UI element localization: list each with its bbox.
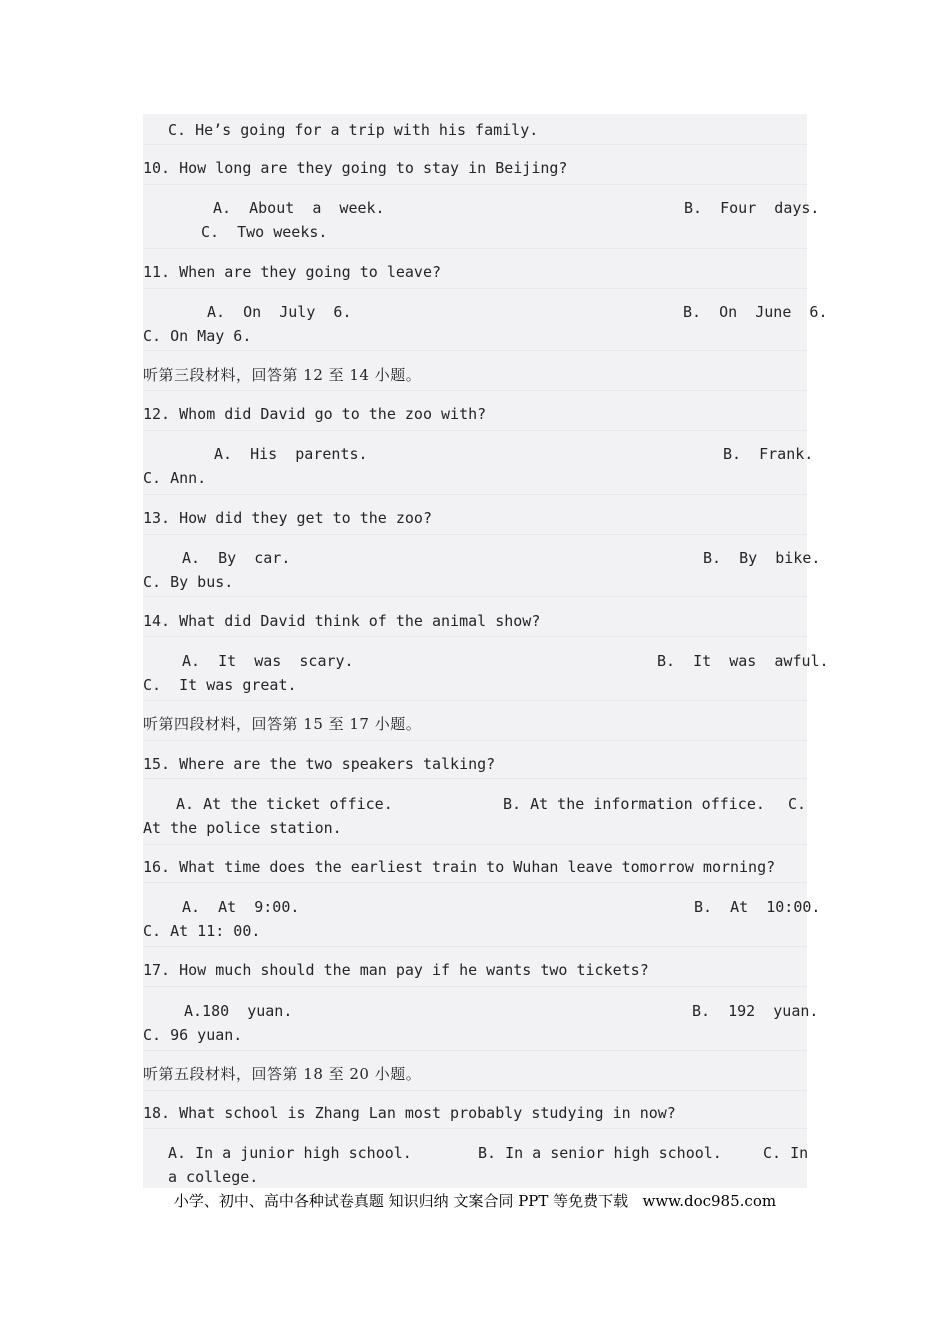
q10-option-b: B. Four days. [684,199,820,217]
question-17: 17. How much should the man pay if he wants two tickets? [143,961,649,979]
q15-option-b: B. At the information office. [503,795,765,813]
divider [143,700,807,701]
question-12: 12. Whom did David go to the zoo with? [143,405,487,423]
q13-option-b: B. By bike. [703,549,821,567]
q10-option-a: A. About a week. [213,199,385,217]
divider [143,430,807,431]
q16-option-a: A. At 9:00. [182,898,300,916]
q11-option-c: C. On May 6. [143,327,252,345]
question-15: 15. Where are the two speakers talking? [143,755,496,773]
question-14: 14. What did David think of the animal show? [143,612,541,630]
divider [143,636,807,637]
section-4-heading: 听第四段材料，回答第 15 至 17 小题。 [143,715,422,733]
q18-option-c-label: C. In [763,1144,809,1162]
q15-option-a: A. At the ticket office. [176,795,393,813]
divider [143,184,807,185]
divider [143,144,807,145]
q14-option-a: A. It was scary. [182,652,354,670]
question-16: 16. What time does the earliest train to Wuhan leave tomorrow morning? [143,858,776,876]
section-3-heading: 听第三段材料，回答第 12 至 14 小题。 [143,366,422,384]
q14-option-b: B. It was awful. [657,652,829,670]
question-13: 13. How did they get to the zoo? [143,509,432,527]
q16-option-c: C. At 11: 00. [143,922,261,940]
q17-option-b: B. 192 yuan. [692,1002,819,1020]
q12-option-a: A. His parents. [214,445,368,463]
divider [143,844,807,845]
divider [143,1050,807,1051]
question-10: 10. How long are they going to stay in Beijing? [143,159,568,177]
section-5-heading: 听第五段材料，回答第 18 至 20 小题。 [143,1065,422,1083]
question-11: 11. When are they going to leave? [143,263,442,281]
q14-option-c: C. It was great. [143,676,297,694]
exam-content [143,114,829,1188]
divider [143,986,807,987]
divider [143,1090,807,1091]
divider [143,350,807,351]
q15-option-c-label: C. [788,795,807,813]
q17-option-c: C. 96 yuan. [143,1026,243,1044]
q17-option-a: A.180 yuan. [184,1002,293,1020]
divider [143,740,807,741]
q15-option-c-text: At the police station. [143,819,342,837]
question-18: 18. What school is Zhang Lan most probably studying in now? [143,1104,676,1122]
q12-option-b: B. Frank. [723,445,814,463]
q16-option-b: B. At 10:00. [694,898,821,916]
divider [143,288,807,289]
q13-option-a: A. By car. [182,549,291,567]
q10-option-c: C. Two weeks. [201,223,328,241]
q18-option-b: B. In a senior high school. [478,1144,722,1162]
divider [143,596,807,597]
q9-option-c: C. He’s going for a trip with his family. [168,121,539,139]
divider [143,390,807,391]
q13-option-c: C. By bus. [143,573,234,591]
divider [143,882,807,883]
q18-option-c-text: a college. [168,1168,259,1186]
q11-option-b: B. On June 6. [683,303,828,321]
divider [143,1128,807,1129]
q18-option-a: A. In a junior high school. [168,1144,412,1162]
divider [143,248,807,249]
divider [143,534,807,535]
page-footer: 小学、初中、高中各种试卷真题 知识归纳 文案合同 PPT 等免费下载 www.doc985.com [173,1192,777,1210]
divider [143,778,807,779]
divider [143,494,807,495]
q11-option-a: A. On July 6. [207,303,352,321]
q12-option-c: C. Ann. [143,469,207,487]
divider [143,946,807,947]
